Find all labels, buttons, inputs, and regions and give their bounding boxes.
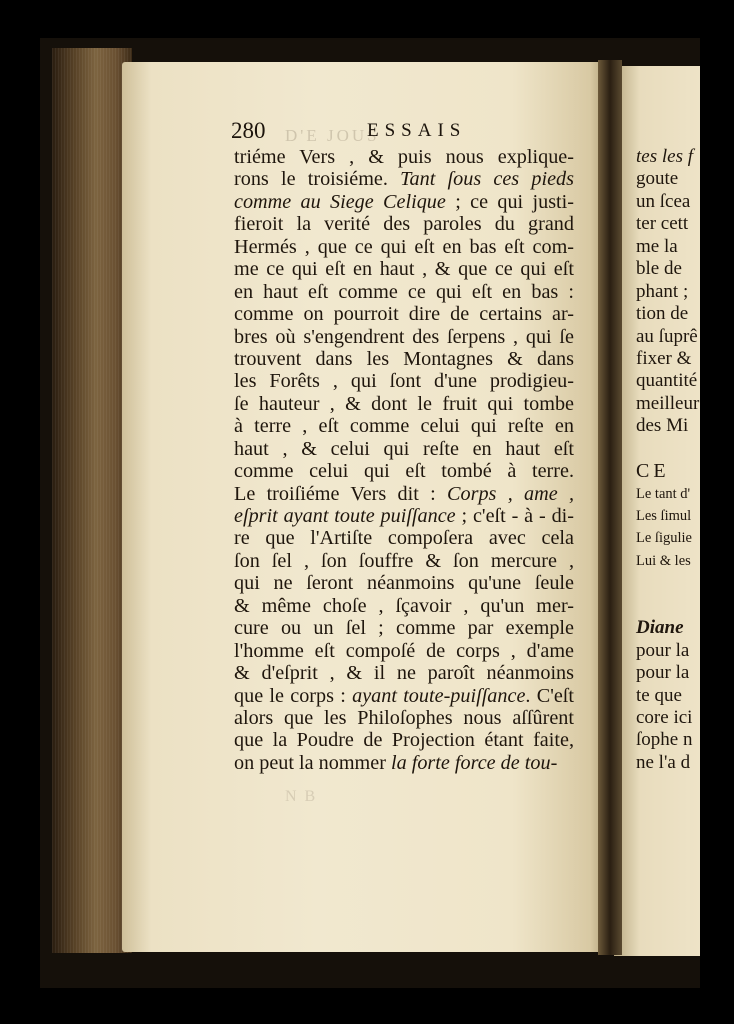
italic-phrase: la forte force de tou- bbox=[390, 751, 558, 774]
text-line: ſe hauteur , & dont le fruit qui tombe bbox=[234, 392, 574, 415]
right-page-line: ne l'a d bbox=[636, 751, 691, 773]
text-line: alors que les Philoſophes nous aſſûrent bbox=[234, 706, 574, 729]
right-page-line: ter cett bbox=[636, 213, 689, 235]
text-line: à terre , eſt comme celui qui reſte en bbox=[234, 415, 574, 438]
text-line: Hermés , que ce qui eſt en bas eſt com- bbox=[234, 235, 574, 258]
text-line: trouvent dans les Montagnes & dans bbox=[234, 347, 574, 370]
text-line: & d'eſprit , & il ne paroît néanmoins bbox=[234, 662, 574, 685]
right-page-line: phant ; bbox=[636, 280, 689, 302]
blank-line bbox=[636, 595, 734, 617]
right-page-line: ſophe n bbox=[636, 729, 693, 751]
left-page-body-text bbox=[234, 146, 574, 774]
blank-line bbox=[636, 438, 734, 460]
text-line: l'homme eſt compoſé de corps , d'ame bbox=[234, 639, 574, 662]
blank-line bbox=[636, 572, 734, 594]
show-through-header: D'E JOUS bbox=[285, 126, 380, 145]
text-line: Le troiſiéme Vers dit : Corps , ame , bbox=[234, 482, 574, 505]
book-gutter bbox=[598, 60, 622, 955]
text-line: les Forêts , qui ſont d'une prodigieu- bbox=[234, 370, 574, 393]
right-page-line: goute bbox=[636, 168, 679, 190]
right-page-partial-text bbox=[636, 146, 734, 774]
text-line: me ce qui eſt en haut , & que ce qui eſt bbox=[234, 258, 574, 281]
text-line: comme au Siege Celique ; ce qui justi- bbox=[234, 190, 574, 213]
right-page-line: au ſuprê bbox=[636, 325, 698, 347]
right-page-line: te que bbox=[636, 684, 682, 706]
italic-phrase: Corps , ame , bbox=[447, 482, 574, 505]
text-line: que la Poudre de Projection étant faite, bbox=[234, 729, 574, 752]
text-line: bres où s'engendrent des ſerpens , qui ſe bbox=[234, 325, 574, 348]
right-page-line: core ici bbox=[636, 706, 693, 728]
right-page-line: meilleur bbox=[636, 392, 700, 414]
right-page-line: des Mi bbox=[636, 415, 689, 437]
text-line: comme celui qui eſt tombé à terre. bbox=[234, 460, 574, 483]
right-page-line: Lui & les bbox=[636, 552, 691, 569]
text-line: on peut la nommer la forte force de tou- bbox=[234, 751, 558, 774]
right-page-line: CE bbox=[636, 460, 670, 483]
right-page-line: me la bbox=[636, 235, 678, 257]
right-page-line: fixer & bbox=[636, 347, 692, 369]
right-page-line: tion de bbox=[636, 303, 689, 325]
page-header bbox=[231, 118, 571, 144]
italic-phrase: Tant ſous ces pieds bbox=[400, 168, 574, 191]
show-through-text: N B bbox=[285, 788, 318, 805]
right-page-line: tes les f bbox=[636, 146, 693, 167]
running-title: ESSAIS bbox=[367, 120, 467, 141]
right-page-line: ble de bbox=[636, 258, 682, 280]
right-page-line: Diane bbox=[636, 617, 684, 639]
text-line: haut , & celui qui reſte en haut eſt bbox=[234, 437, 574, 460]
text-line: que le corps : ayant toute-puiſſance. C'eſt bbox=[234, 684, 575, 707]
right-page-line: pour la bbox=[636, 639, 690, 661]
book-fore-edge bbox=[52, 48, 132, 953]
text-line: triéme Vers , & puis nous explique- bbox=[234, 146, 574, 168]
italic-phrase: ayant toute-puiſſance bbox=[352, 684, 526, 707]
text-line: rons le troisiéme. Tant ſous ces pieds bbox=[234, 168, 574, 191]
right-page-line: un ſcea bbox=[636, 190, 691, 212]
italic-phrase: comme au Siege Celique bbox=[234, 190, 446, 213]
right-page-line: Les ſimul bbox=[636, 508, 692, 524]
right-page-line: Le ſigulie bbox=[636, 530, 692, 547]
text-line: ſon ſel , ſon ſouffre & ſon mercure , bbox=[234, 549, 574, 572]
right-page-line: Le tant d' bbox=[636, 485, 691, 502]
text-line: qui ne ſeront néanmoins qu'une ſeule bbox=[234, 572, 574, 595]
text-line: eſprit ayant toute puiſſance ; c'eſt - à - di- bbox=[234, 505, 575, 527]
text-line: re que l'Artiſte compoſera avec cela bbox=[234, 527, 574, 550]
text-line: fieroit la verité des paroles du grand bbox=[234, 213, 574, 236]
text-line: en haut eſt comme ce qui eſt en bas : bbox=[234, 280, 574, 303]
page-number: 280 bbox=[231, 118, 266, 143]
italic-phrase: eſprit ayant toute puiſſance bbox=[234, 505, 456, 527]
text-line: comme on pourroit dire de certains ar- bbox=[234, 303, 574, 326]
text-line: & même choſe , ſçavoir , qu'un mer- bbox=[234, 594, 574, 617]
text-line: cure ou un ſel ; comme par exemple bbox=[234, 617, 574, 640]
right-page-line: pour la bbox=[636, 662, 690, 684]
right-page-line: quantité bbox=[636, 370, 698, 392]
